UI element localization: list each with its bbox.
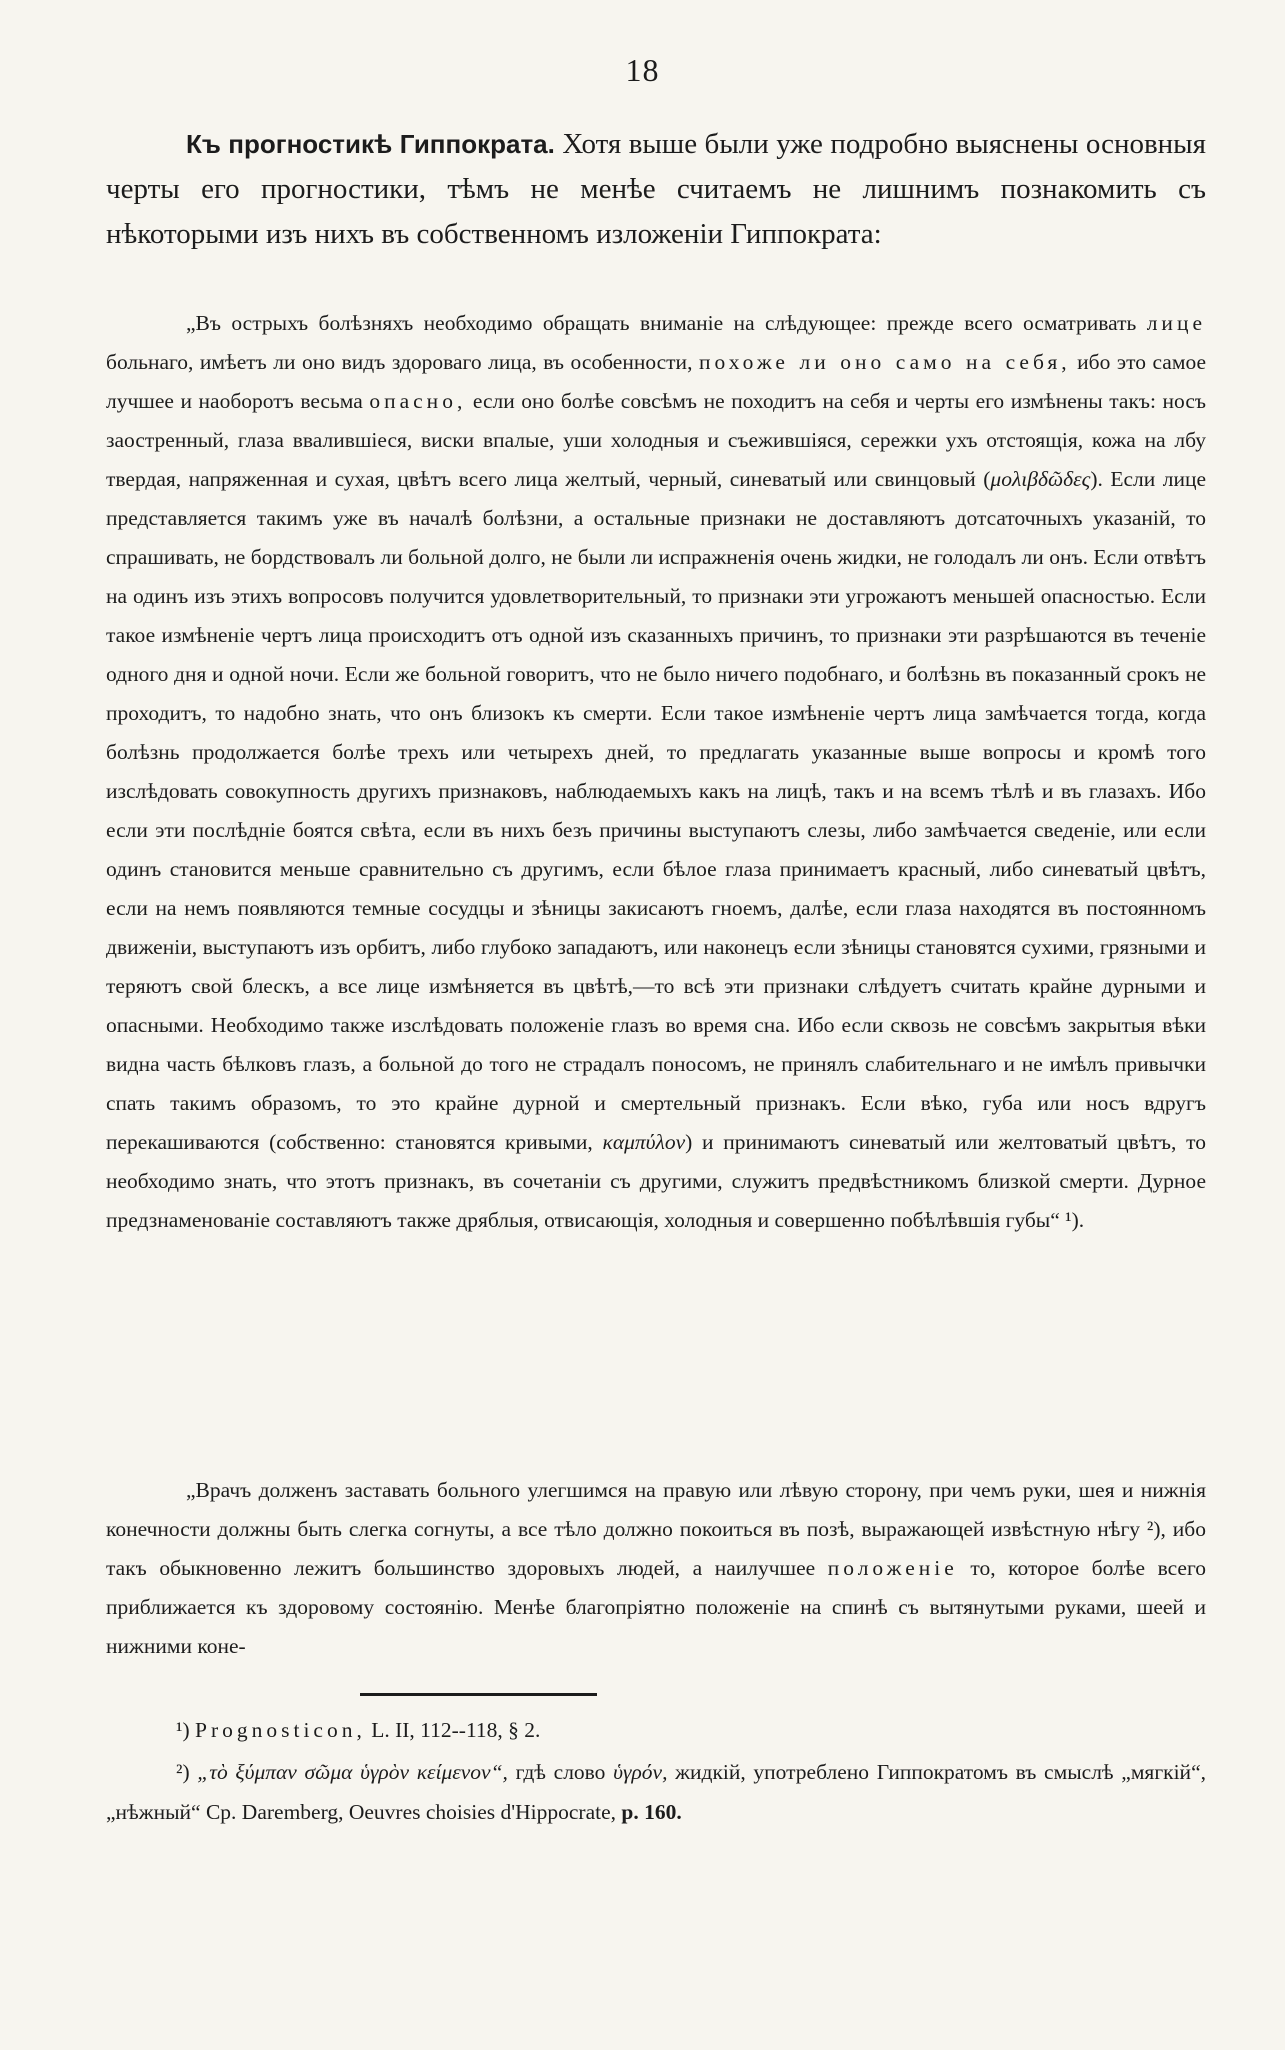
page-number: 18 — [625, 52, 660, 88]
footnote-ref-1: ¹). — [1065, 1208, 1085, 1232]
spaced-word-face: лице — [1146, 311, 1206, 335]
footnote-2-greek-word: ὑγρόν, — [613, 1760, 668, 1784]
footnote-ref-2: ²), — [1146, 1517, 1166, 1541]
footnote-2-citation: Daremberg, Oeuvres choisies d'Hippocrate, — [241, 1800, 617, 1824]
footnote-2-greek-phrase: „τὸ ξύμπαν σῶμα ὑγρὸν κείμενον“, — [197, 1760, 508, 1784]
quote2-text-1: „Врачъ долженъ заставать больного улегшимся на правую или лѣвую сторону, при чемъ руки, шея и нижнія конечности должны быть слегка согнуты, а все тѣло должно покоиться въ позѣ, выражающей извѣстную нѣгу — [106, 1478, 1206, 1541]
footnote-1 — [106, 1710, 1206, 1750]
greek-term-2: καμπύλον — [602, 1130, 686, 1154]
spaced-word-position: положеніе — [827, 1556, 958, 1580]
footnote-2-text-2: жидкій, употреблено Гиппократомъ въ смыслѣ „мягкій“, „нѣжный“ Ср. — [106, 1760, 1206, 1824]
quote1-text-1: „Въ острыхъ болѣзняхъ необходимо обращать вниманіе на слѣдующее: прежде всего осматривать — [186, 311, 1147, 335]
quote-paragraph-1 — [106, 304, 1206, 1240]
intro-text: Хотя выше были уже подробно выяснены основныя черты его прогностики, тѣмъ не менѣе считаемъ не лишнимъ познакомить съ нѣкоторыми изъ нихъ въ собственномъ изложеніи Гиппократа: — [106, 128, 1207, 250]
footnote-2-mark: ²) — [176, 1760, 190, 1784]
quote1-text-3: ибо это самое лучшее и наоборотъ весьма — [106, 350, 1207, 413]
footnote-2 — [106, 1752, 1206, 1832]
footnote-1-title: Prognosticon, — [194, 1718, 366, 1742]
quote2-text-2: ибо такъ обыкновенно лежитъ большинство здоровыхъ людей, а наилучшее — [106, 1517, 1206, 1580]
footnote-2-page: р. 160. — [616, 1800, 682, 1824]
quote1-text-2: больнаго, имѣетъ ли оно видъ здороваго лица, въ особенности, — [106, 350, 699, 374]
quote-paragraph-2 — [106, 1471, 1206, 1666]
section-heading: Къ прогностикѣ Гиппократа. — [186, 129, 555, 159]
quote1-text-6: ) и принимаютъ синеватый или желтоватый цвѣтъ, то необходимо знать, что этотъ признакъ, въ сочетаніи съ другими, служитъ предвѣстникомъ близкой смерти. Дурное предзнаменованіе составляютъ также дряблыя, отвисающія, холодныя и совершенно побѣлѣвшія губы“ — [106, 1130, 1206, 1232]
greek-term-1: μολιβδῶδες — [990, 467, 1091, 491]
spaced-phrase-similar: похоже ли оно само на себя, — [698, 350, 1071, 374]
quote1-text-4: если оно болѣе совсѣмъ не походитъ на себя и черты его измѣнены такъ: носъ заостренный, глаза ввалившіеся, виски впалые, уши холодныя и съежившіяся, сережки ухъ отстоящія, кожа на лбу твердая, напряженная и сухая, цвѣтъ всего лица желтый, черный, синеватый или свинцовый ( — [106, 389, 1206, 491]
footnote-2-text-1: гдѣ слово — [507, 1760, 614, 1784]
footnote-divider — [360, 1693, 597, 1696]
quote2-text-3: то, которое болѣе всего приближается къ здоровому состоянію. Менѣе благопріятно положеніе на спинѣ съ вытянутыми руками, шеей и нижними коне- — [106, 1556, 1206, 1658]
quote1-text-5: ). Если лице представляется такимъ уже въ началѣ болѣзни, а остальные признаки не доставляютъ дотсаточныхъ указаній, то спрашивать, не бордствовалъ ли больной долго, не были ли испражненія очень жидки, не голодалъ ли онъ. Если отвѣтъ на одинъ изъ этихъ вопросовъ получится удовлетворительный, то признаки эти угрожаютъ меньшей опасностью. Если такое измѣненіе чертъ лица происходитъ отъ одной изъ сказанныхъ причинъ, то признаки эти разрѣшаются въ теченіе одного дня и одной ночи. Если же больной говоритъ, что не было ничего подобнаго, и болѣзнь въ показанный срокъ не проходитъ, то надобно знать, что онъ близокъ къ смерти. Если такое измѣненіе чертъ лица замѣчается тогда, когда болѣзнь продолжается болѣе трехъ или четырехъ дней, то предлагать указанные выше вопросы и кромѣ того изслѣдовать совокупность другихъ признаковъ, наблюдаемыхъ какъ на лицѣ, такъ и на всемъ тѣлѣ и въ глазахъ. Ибо если эти послѣдніе боятся свѣта, если въ нихъ безъ причины выступаютъ слезы, либо замѣчается сведеніе, или если одинъ становится меньше сравнительно съ другимъ, если бѣлое глаза принимаетъ красный, либо синеватый цвѣтъ, если на немъ появляются темные сосудцы и зѣницы закисаютъ гноемъ, далѣе, если глаза находятся въ постоянномъ движеніи, выступаютъ изъ орбитъ, либо глубоко западаютъ, или наконецъ если зѣницы становятся сухими, грязными и теряютъ свой блескъ, а все лице измѣняется въ цвѣтѣ,—то всѣ эти признаки слѣдуетъ считать крайне дурными и опасными. Необходимо также изслѣдовать положеніе глазъ во время сна. Ибо если сквозь не совсѣмъ закрытыя вѣки видна часть бѣлковъ глазъ, а больной до того не страдалъ поносомъ, не принялъ слабительнаго и не имѣлъ привычки спать такимъ образомъ, то это крайне дурной и смертельный признакъ. Если вѣко, губа или носъ вдругъ перекашиваются (собственно: становятся кривыми, — [106, 467, 1207, 1154]
footnote-1-text: L. II, 112--118, § 2. — [365, 1718, 541, 1742]
footnote-1-mark: ¹) — [176, 1718, 190, 1742]
spaced-word-danger: опасно, — [369, 389, 467, 413]
intro-paragraph — [106, 122, 1206, 257]
